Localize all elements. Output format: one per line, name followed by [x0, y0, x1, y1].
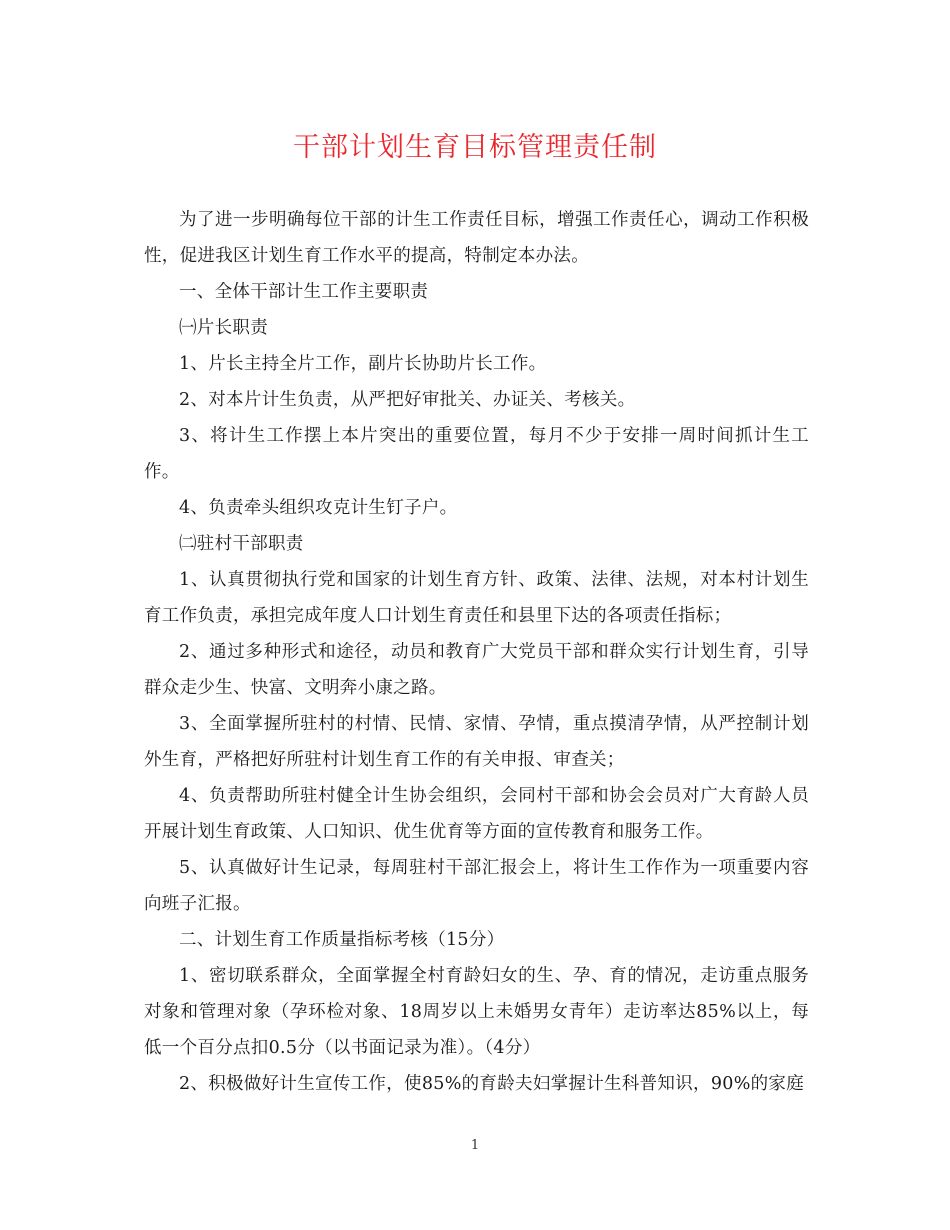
document-body [144, 202, 809, 1102]
list-item: 3、全面掌握所驻村的村情、民情、家情、孕情，重点摸清孕情，从严控制计划外生育，严格把好所驻村计划生育工作的有关申报、审查关； [144, 714, 809, 770]
section-heading-2: 二、计划生育工作质量指标考核（15分） [179, 930, 505, 950]
list-item: 4、负责牵头组织攻克计生钉子户。 [179, 498, 458, 518]
document-title: 干部计划生育目标管理责任制 [293, 132, 657, 163]
page-number: 1 [470, 1138, 480, 1153]
list-item: 3、将计生工作摆上本片突出的重要位置，每月不少于安排一周时间抓计生工作。 [144, 426, 809, 482]
list-item: 2、积极做好计生宣传工作，使85%的育龄夫妇掌握计生科普知识，90%的家庭 [179, 1074, 805, 1094]
list-item: 1、密切联系群众，全面掌握全村育龄妇女的生、孕、育的情况，走访重点服务对象和管理对象（孕环检对象、18周岁以上未婚男女青年）走访率达85%以上，每低一个百分点扣0.5分（以书面记录为准）。（4分） [144, 966, 809, 1058]
list-item: 2、通过多种形式和途径，动员和教育广大党员干部和群众实行计划生育，引导群众走少生、快富、文明奔小康之路。 [144, 642, 809, 698]
subsection-heading-1: ㈠片长职责 [179, 318, 268, 338]
paragraph-intro: 为了进一步明确每位干部的计生工作责任目标，增强工作责任心，调动工作积极性，促进我区计划生育工作水平的提高，特制定本办法。 [144, 210, 809, 266]
list-item: 2、对本片计生负责，从严把好审批关、办证关、考核关。 [179, 390, 636, 410]
list-item: 1、片长主持全片工作，副片长协助片长工作。 [179, 354, 547, 374]
list-item: 5、认真做好计生记录，每周驻村干部汇报会上，将计生工作作为一项重要内容向班子汇报。 [144, 858, 809, 914]
subsection-heading-2: ㈡驻村干部职责 [179, 534, 304, 554]
section-heading-1: 一、全体干部计生工作主要职责 [179, 282, 429, 302]
list-item: 4、负责帮助所驻村健全计生协会组织，会同村干部和协会会员对广大育龄人员开展计划生育政策、人口知识、优生优育等方面的宣传教育和服务工作。 [144, 786, 809, 842]
list-item: 1、认真贯彻执行党和国家的计划生育方针、政策、法律、法规，对本村计划生育工作负责，承担完成年度人口计划生育责任和县里下达的各项责任指标； [144, 570, 809, 626]
